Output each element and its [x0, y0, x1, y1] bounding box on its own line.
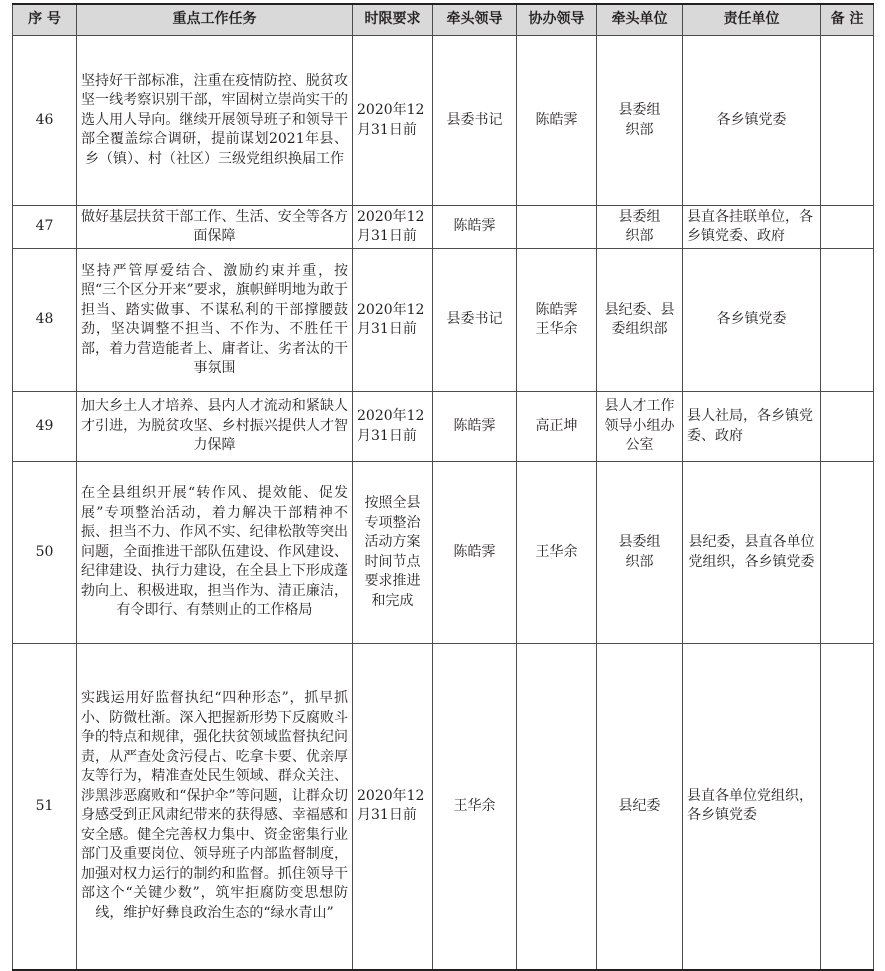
- row-task: 在全县组织开展“转作风、提效能、促发展”专项整治活动，着力解决干部精神不振、担当不力、作风不实、纪律松散等突出问题，全面推进干部队伍建设、作风建设、纪律建设、执行力建设，在全县上下形成蓬勃向上、积极进取，担当作为、清正廉洁，有令即行、有禁则止的工作格局: [77, 462, 353, 644]
- row-lead-unit: 县纪委、县委组织部: [597, 249, 683, 392]
- row-task: 加大乡土人才培养、县内人才流动和紧缺人才引进，为脱贫攻坚、乡村振兴提供人才智力保障: [77, 392, 353, 462]
- row-assist-leader: 陈皓霁: [517, 36, 597, 206]
- row-deadline: 按照全县专项整治活动方案时间节点要求推进和完成: [353, 462, 433, 644]
- row-task: 实践运用好监督执纪“四种形态”，抓早抓小、防微杜渐。深入把握新形势下反腐败斗争的特点和规律，强化扶贫领域监督执纪问责，从严查处贪污侵占、吃拿卡要、优亲厚友等行为，精准查处民生领域、群众关注、涉黑涉恶腐败和“保护伞”等问题，让群众切身感受到正风肃纪带来的获得感、幸福感和安全感。健全完善权力集中、资金密集行业部门及重要岗位、领导班子内部监督制度，加强对权力运行的制约和监督。抓住领导干部这个“关键少数”，筑牢拒腐防变思想防线，维护好彝良政治生态的“绿水青山”: [77, 644, 353, 970]
- row-note: [821, 644, 874, 970]
- row-lead-unit: 县纪委: [597, 644, 683, 970]
- row-task: 坚持严管厚爱结合、激励约束并重，按照“三个区分开来”要求，旗帜鲜明地为敢于担当、踏实做事、不谋私利的干部撑腰鼓劲，坚决调整不担当、不作为、不胜任干部，着力营造能者上、庸者让、劣者汰的干事氛围: [77, 249, 353, 392]
- row-task: 坚持好干部标准，注重在疫情防控、脱贫攻坚一线考察识别干部，牢固树立崇尚实干的选人用人导向。继续开展领导班子和领导干部全覆盖综合调研，提前谋划2021年县、乡（镇）、村（社区）三级党组织换届工作: [77, 36, 353, 206]
- row-lead-unit: 县委组织部: [597, 36, 683, 206]
- header-deadline: 时限要求: [353, 4, 433, 36]
- row-resp-unit: 各乡镇党委: [683, 249, 821, 392]
- row-resp-unit: 县直各挂联单位，各乡镇党委、政府: [683, 206, 821, 249]
- header-note: 备 注: [821, 4, 874, 36]
- row-note: [821, 36, 874, 206]
- header-assist-leader: 协办领导: [517, 4, 597, 36]
- row-seq: 48: [13, 249, 77, 392]
- row-assist-leader: 高正坤: [517, 392, 597, 462]
- row-resp-unit: 县人社局，各乡镇党委、政府: [683, 392, 821, 462]
- row-assist-leader: 陈皓霁王华余: [517, 249, 597, 392]
- header-seq: 序 号: [13, 4, 77, 36]
- row-deadline: 2020年12月31日前: [353, 206, 433, 249]
- table-row: [13, 462, 874, 644]
- row-seq: 49: [13, 392, 77, 462]
- row-lead-unit: 县人才工作领导小组办公室: [597, 392, 683, 462]
- row-seq: 51: [13, 644, 77, 970]
- row-deadline: 2020年12月31日前: [353, 392, 433, 462]
- row-resp-unit: 县纪委，县直各单位党组织，各乡镇党委: [683, 462, 821, 644]
- row-lead-leader: 陈皓霁: [433, 206, 517, 249]
- header-task: 重点工作任务: [77, 4, 353, 36]
- table-row: [13, 206, 874, 249]
- row-lead-leader: 王华余: [433, 644, 517, 970]
- row-lead-leader: 陈皓霁: [433, 462, 517, 644]
- row-seq: 47: [13, 206, 77, 249]
- row-note: [821, 392, 874, 462]
- row-deadline: 2020年12月31日前: [353, 249, 433, 392]
- row-note: [821, 206, 874, 249]
- row-note: [821, 249, 874, 392]
- row-task: 做好基层扶贫干部工作、生活、安全等各方面保障: [77, 206, 353, 249]
- row-resp-unit: 县直各单位党组织，各乡镇党委: [683, 644, 821, 970]
- row-seq: 50: [13, 462, 77, 644]
- table-header-row: [13, 4, 874, 36]
- header-resp-unit: 责任单位: [683, 4, 821, 36]
- header-lead-unit: 牵头单位: [597, 4, 683, 36]
- tasks-table: [12, 3, 874, 971]
- row-assist-leader: 王华余: [517, 462, 597, 644]
- row-lead-unit: 县委组织部: [597, 462, 683, 644]
- header-lead-leader: 牵头领导: [433, 4, 517, 36]
- table-row: [13, 644, 874, 970]
- row-lead-leader: 县委书记: [433, 36, 517, 206]
- row-deadline: 2020年12月31日前: [353, 644, 433, 970]
- row-resp-unit: 各乡镇党委: [683, 36, 821, 206]
- row-assist-leader: [517, 206, 597, 249]
- table-row: [13, 392, 874, 462]
- row-lead-unit: 县委组织部: [597, 206, 683, 249]
- row-seq: 46: [13, 36, 77, 206]
- row-lead-leader: 县委书记: [433, 249, 517, 392]
- table-row: [13, 36, 874, 206]
- table-row: [13, 249, 874, 392]
- row-lead-leader: 陈皓霁: [433, 392, 517, 462]
- row-deadline: 2020年12月31日前: [353, 36, 433, 206]
- row-note: [821, 462, 874, 644]
- row-assist-leader: [517, 644, 597, 970]
